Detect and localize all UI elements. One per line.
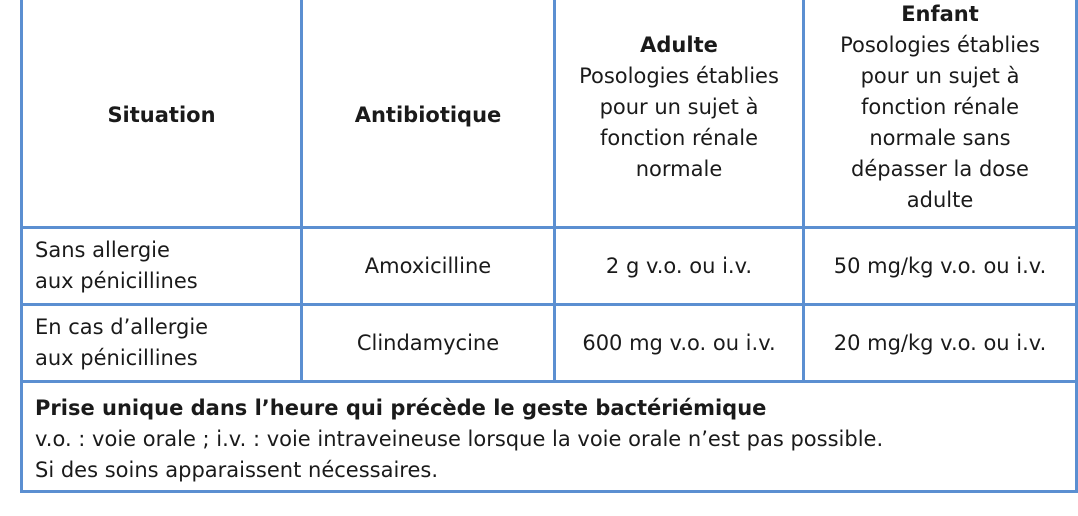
- header-enfant-title: Enfant: [901, 2, 979, 26]
- header-enfant-line: dépasser la dose: [851, 157, 1029, 181]
- cell-antibiotique: Clindamycine: [302, 305, 555, 382]
- header-enfant-line: fonction rénale: [860, 95, 1020, 119]
- footer-condition-line: Si des soins apparaissent nécessaires.: [35, 458, 438, 482]
- header-adulte-line: normale: [635, 157, 723, 181]
- header-enfant-line: normale sans: [869, 126, 1011, 150]
- footer-bold-line: Prise unique dans l’heure qui précède le geste bactériémique: [35, 396, 767, 420]
- cell-adulte-dose: 600 mg v.o. ou i.v.: [555, 305, 804, 382]
- header-enfant: [804, 0, 1077, 228]
- header-antibiotique: [302, 0, 555, 228]
- antibiotic-prophylaxis-table: [20, 0, 1078, 493]
- header-adulte-line: fonction rénale: [599, 126, 759, 150]
- cell-enfant-dose: 20 mg/kg v.o. ou i.v.: [804, 305, 1077, 382]
- header-enfant-line: Posologies établies: [840, 33, 1040, 57]
- header-adulte-line: pour un sujet à: [599, 95, 759, 119]
- cell-enfant-dose: 50 mg/kg v.o. ou i.v.: [804, 228, 1077, 305]
- header-situation-label: Situation: [107, 103, 216, 127]
- table-row: [22, 305, 1077, 382]
- header-enfant-line: adulte: [906, 188, 974, 212]
- cell-adulte-dose: 2 g v.o. ou i.v.: [555, 228, 804, 305]
- header-situation: [22, 0, 302, 228]
- situation-line: aux pénicillines: [35, 269, 198, 293]
- header-adulte: [555, 0, 804, 228]
- header-enfant-line: pour un sujet à: [860, 64, 1020, 88]
- situation-line: En cas d’allergie: [35, 315, 209, 339]
- situation-line: Sans allergie: [35, 238, 170, 262]
- header-adulte-line: Posologies établies: [579, 64, 779, 88]
- cell-antibiotique: Amoxicilline: [302, 228, 555, 305]
- header-row: [22, 0, 1077, 228]
- cell-situation: [22, 305, 302, 382]
- cell-situation: [22, 228, 302, 305]
- footer-notes: [22, 382, 1077, 492]
- footer-row: [22, 382, 1077, 492]
- header-antibiotique-label: Antibiotique: [354, 103, 502, 127]
- situation-line: aux pénicillines: [35, 346, 198, 370]
- header-adulte-title: Adulte: [640, 33, 718, 57]
- footer-abbrev-line: v.o. : voie orale ; i.v. : voie intraveineuse lorsque la voie orale n’est pas possible.: [35, 427, 884, 451]
- table-row: [22, 228, 1077, 305]
